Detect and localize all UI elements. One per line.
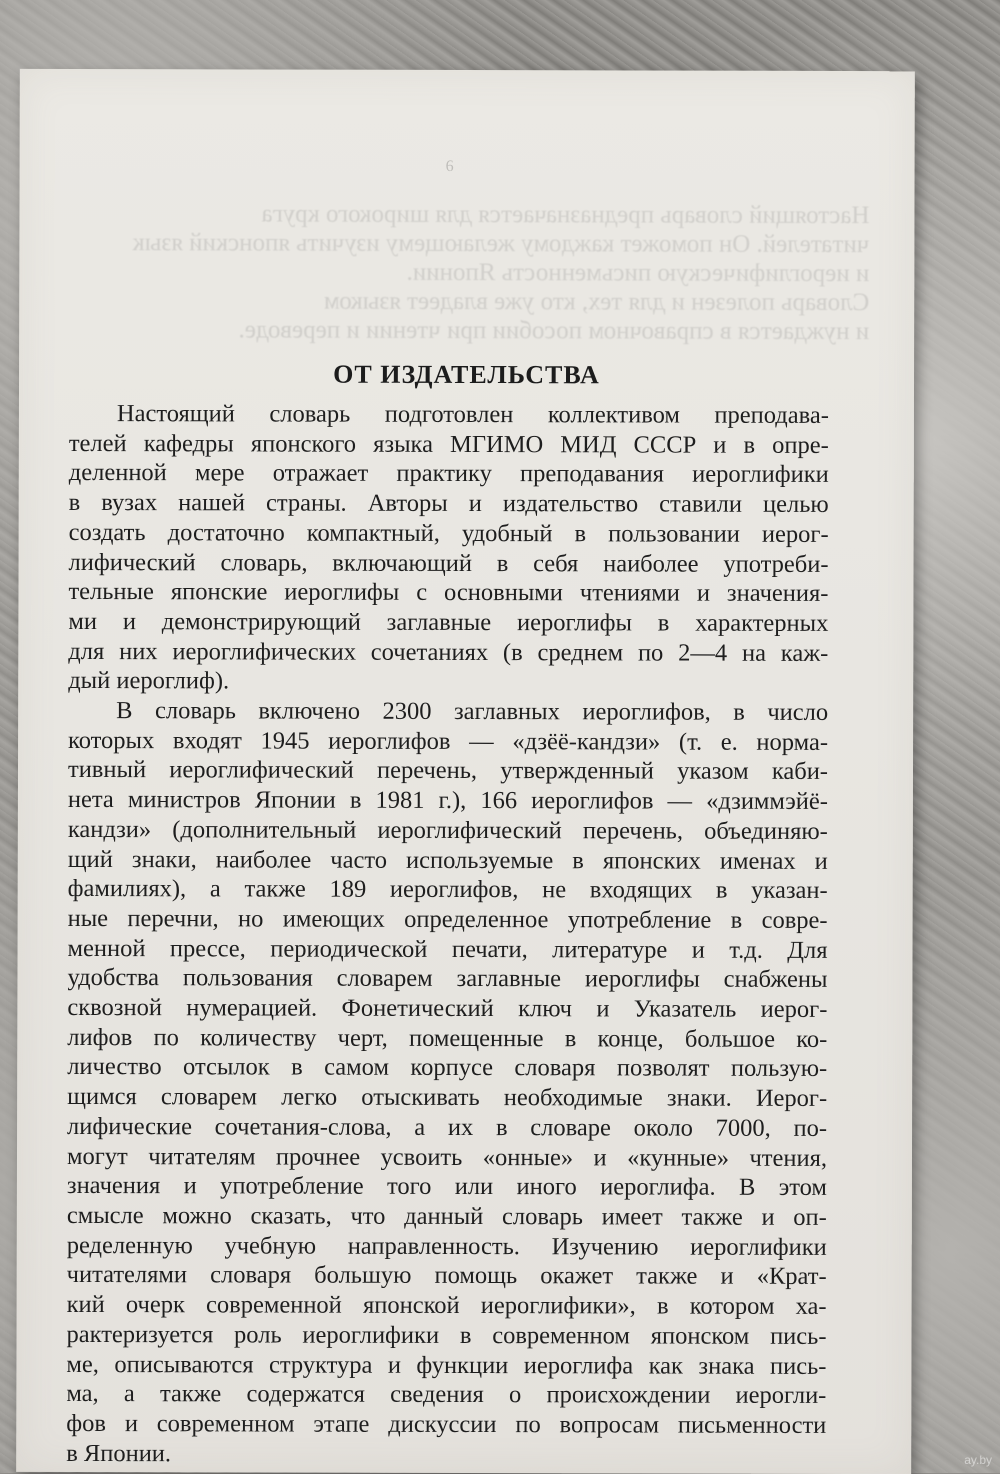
text-line: дый иероглиф). [68,667,230,695]
text-line: рактеризуется роль иероглифики в современном японском пись- [66,1320,827,1350]
text-line: ма, а также содержатся сведения о происхождении иерогли- [66,1380,827,1410]
text-line: фов и современном этапе дискуссии по вопросам письменности [66,1409,827,1439]
text-line: ме, описываются структура и функции иероглифа как знака пись- [66,1350,827,1380]
section-heading: ОТ ИЗДАТЕЛЬСТВА [333,359,600,390]
text-line: менной прессе, периодической печати, литературе и т.д. Для [67,934,828,964]
text-line: могут читателям прочнее усвоить «онные» и «кунные» чтения, [66,1142,828,1172]
text-line: которых входят 1945 иероглифов — «дзёё-кандзи» (т. е. норма- [68,726,829,756]
body-text [66,399,829,1470]
text-line: нета министров Японии в 1981 г.), 166 иероглифов — «дзиммэйё- [67,786,828,816]
text-line: ные перечни, но имеющих определенное употребление в совре- [67,904,828,934]
text-line: щий знаки, наиболее часто используемые в японских именах и [67,845,828,875]
text-line: для них иероглифических сочетаниях (в среднем по 2—4 на каж- [68,637,829,667]
text-line: лифов по количеству черт, помещенные в конце, большое ко- [67,1023,828,1053]
site-watermark: ay.by [964,1453,992,1467]
text-line: Настоящий словарь подготовлен коллективом преподава- [116,400,829,429]
text-line: лифические сочетания-слова, а их в словаре около 7000, по- [67,1112,828,1142]
text-line: ределенную учебную направленность. Изучению иероглифики [66,1231,827,1261]
text-line: тельные японские иероглифы с основными чтениями и значения- [68,578,829,608]
text-line: создать достаточно компактный, удобный в пользовании иерог- [68,518,829,548]
text-line: значения и употребление того или иного иероглифа. В этом [66,1172,827,1202]
paragraph [66,696,828,1470]
text-line: деленной мере отражает практику преподавания иероглифики [68,459,829,489]
text-line: кий очерк современной японской иероглифики», в котором ха- [66,1291,827,1321]
text-line: личество отсылок в самом корпусе словаря позволят пользую- [67,1053,828,1083]
text-line: тивный иероглифический перечень, утвержденный указом каби- [67,756,829,786]
text-line: кандзи» (дополнительный иероглифический перечень, объединяю- [67,815,828,845]
book-page [16,69,915,1474]
text-line: в Японии. [66,1439,172,1467]
text-line: в вузах нашей страны. Авторы и издательство ставили целью [68,489,829,519]
text-line: смысле можно сказать, что данный словарь имеет также и оп- [66,1201,827,1231]
paragraph [68,399,829,698]
text-line: ми и демонстрирующий заглавные иероглифы в характерных [68,607,829,637]
text-line: лифический словарь, включающий в себя наиболее употреби- [68,548,829,578]
text-line: щимся словарем легко отыскивать необходимые знаки. Иерог- [67,1083,828,1113]
text-line: фамилиях), а также 189 иероглифов, не входящих в указан- [67,875,828,905]
text-line: читателями словаря большую помощь окажет также и «Крат- [66,1261,827,1291]
text-line: телей кафедры японского языка МГИМО МИД СССР и в опре- [68,429,829,459]
text-line: удобства пользования словарем заглавные иероглифы снабжены [67,964,828,994]
text-line: сквозной нумерацией. Фонетический ключ и Указатель иерог- [67,994,828,1024]
paragraphs-container [66,399,829,1470]
text-line: В словарь включено 2300 заглавных иероглифов, в число [116,697,829,726]
reverse-side-bleed-through: Настоящий словарь предназначается для широкого круга читателей. Он поможет каждому желающему изучить японский язык и иероглифическую письменность Японии. Словарь полезен и для тех, кто уже владеет языком и нуждается в справочном пособии при чтении и переводе. [132,200,870,346]
page-number-bleed-through: 6 [445,157,454,175]
